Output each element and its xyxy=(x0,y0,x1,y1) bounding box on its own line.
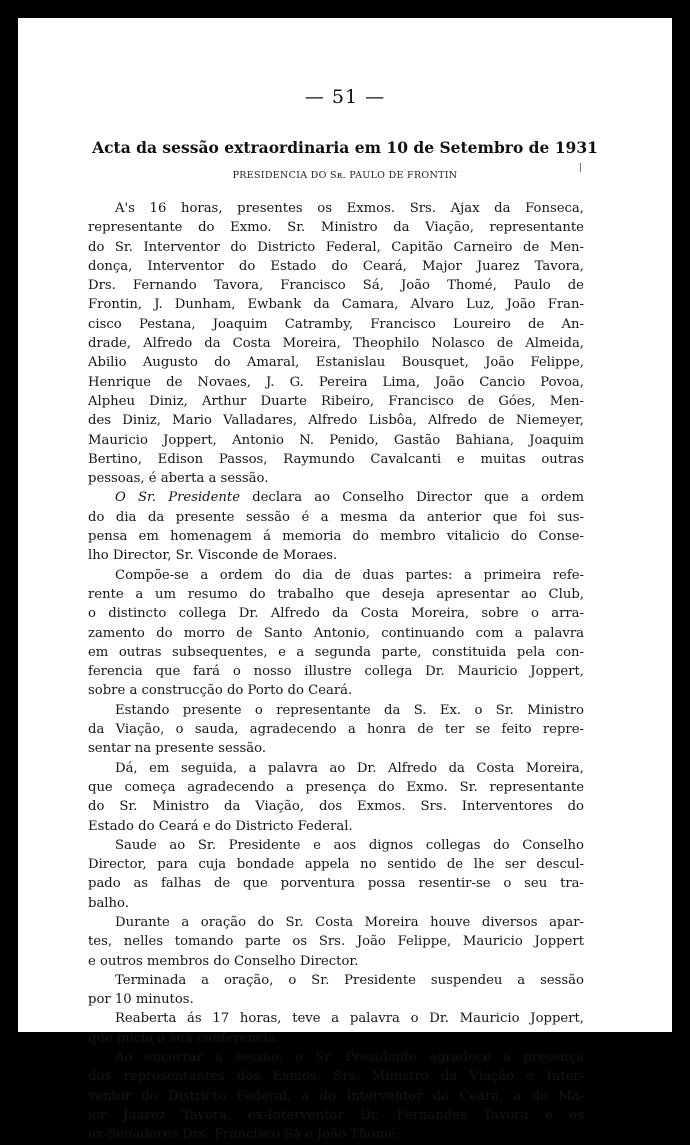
text-line: lho Director, Sr. Visconde de Moraes. xyxy=(88,548,338,564)
text-line: Drs. Fernando Tavora, Francisco Sá, João Thomé, Paulo de xyxy=(88,278,584,294)
text-line: rente a um resumo do trabalho que deseja apresentar ao Club, xyxy=(88,586,584,602)
text-line: Frontin, J. Dunham, Ewbank da Camara, Alvaro Luz, João Fran- xyxy=(88,297,584,313)
text-line: do Sr. Interventor do Districto Federal, Capitão Carneiro de Men- xyxy=(88,239,584,255)
text-line: Dá, em seguida, a palavra ao Dr. Alfredo da Costa Moreira, xyxy=(115,760,584,776)
text-line: o distincto collega Dr. Alfredo da Costa Moreira, sobre o arra- xyxy=(88,606,584,622)
text-line: do dia da presente sessão é a mesma da anterior que foi sus- xyxy=(88,509,584,525)
text-line: Alpheu Diniz, Arthur Duarte Ribeiro, Francisco de Góes, Men- xyxy=(88,393,584,409)
text-line: balho. xyxy=(88,895,129,911)
text-line: Reaberta ás 17 horas, teve a palavra o Dr. Mauricio Joppert, xyxy=(115,1011,584,1027)
text-line: pensa em homenagem á memoria do membro vitalicio do Conse- xyxy=(88,529,584,545)
text-line: do Sr. Ministro da Viação, dos Exmos. Srs. Interventores do xyxy=(88,799,584,815)
document-title: Acta da sessão extraordinaria em 10 de Setembro de 1931 xyxy=(92,138,598,157)
paragraph xyxy=(88,836,584,913)
text-line: Mauricio Joppert, Antonio N. Penido, Gastão Bahiana, Joaquim xyxy=(88,432,584,448)
text-line: Director, para cuja bondade appela no sentido de lhe ser descul- xyxy=(88,857,584,873)
document-body xyxy=(88,199,584,1145)
text-line: tes, nelles tomando parte os Srs. João Felippe, Mauricio Joppert xyxy=(88,934,584,950)
text-line: zamento do morro de Santo Antonio, continuando com a palavra xyxy=(88,625,584,641)
text-line: ferencia que fará o nosso illustre collega Dr. Mauricio Joppert, xyxy=(88,664,584,680)
text-line: Estando presente o representante da S. Ex. o Sr. Ministro xyxy=(115,702,584,718)
text-line: Terminada a oração, o Sr. Presidente suspendeu a sessão xyxy=(115,972,584,988)
paragraph xyxy=(88,759,584,836)
text-line: sobre a construcção do Porto do Ceará. xyxy=(88,683,353,699)
document-page xyxy=(18,18,672,1143)
text-line: Compõe-se a ordem do dia de duas partes: a primeira refe- xyxy=(115,567,584,583)
text-line: em outras subsequentes, e a segunda parte, constituida pela con- xyxy=(88,644,584,660)
italic-speaker: O Sr. Presidente xyxy=(115,490,241,506)
text-line: que começa agradecendo a presença do Exmo. Sr. representante xyxy=(88,779,584,795)
text-line: des Diniz, Mario Valladares, Alfredo Lisbôa, Alfredo de Niemeyer, xyxy=(88,413,584,429)
text-line: representante do Exmo. Sr. Ministro da Viação, representante xyxy=(88,220,584,236)
text-line: da Viação, o sauda, agradecendo a honra de ter se feito repre- xyxy=(88,722,584,738)
paragraph xyxy=(88,566,584,701)
paragraph xyxy=(88,199,584,488)
text-line: sentar na presente sessão. xyxy=(88,741,267,757)
text-line: A's 16 horas, presentes os Exmos. Srs. Ajax da Fonseca, xyxy=(115,201,584,216)
text-line: O Sr. Presidente declara ao Conselho Director que a ordem xyxy=(115,490,584,506)
text-line: pado as falhas de que porventura possa resentir-se o seu tra- xyxy=(88,876,584,892)
paragraph xyxy=(88,701,584,759)
paragraph xyxy=(88,1009,584,1048)
text-line: cisco Pestana, Joaquim Catramby, Francisco Loureiro de An- xyxy=(88,316,584,332)
text-line: donça, Interventor do Estado do Ceará, Major Juarez Tavora, xyxy=(88,258,584,274)
text-line: Durante a oração do Sr. Costa Moreira houve diversos apar- xyxy=(115,914,584,930)
text-line: drade, Alfredo da Costa Moreira, Theophilo Nolasco de Almeida, xyxy=(88,336,584,352)
text-line: Estado do Ceará e do Districto Federal. xyxy=(88,818,353,834)
paragraph xyxy=(88,1048,584,1144)
text-line: ventor do Districto Federal, a do Interventor do Ceará, a do Ma- xyxy=(88,1088,584,1104)
paragraph xyxy=(88,488,584,565)
text-line: que inicia a sua conferencia. xyxy=(88,1030,280,1046)
text-line: Henrique de Novaes, J. G. Pereira Lima, João Cancio Povoa, xyxy=(88,374,584,390)
text-line: e outros membros do Conselho Director. xyxy=(88,953,359,969)
paragraph xyxy=(88,913,584,971)
text-line: por 10 minutos. xyxy=(88,992,194,1008)
paragraph xyxy=(88,971,584,1010)
page-number: — 51 — xyxy=(304,86,386,108)
text-line: jor Juarez Tavora, ex-Interventor Dr. Fernandes Tavora e os xyxy=(88,1107,584,1123)
text-line: Abilio Augusto do Amaral, Estanislau Bousquet, João Felippe, xyxy=(88,355,584,371)
text-line: Bertino, Edison Passos, Raymundo Cavalcanti e muitas outras xyxy=(88,451,584,467)
text-line: ex-Senadores Drs. Francisco Sá e João Thomé. xyxy=(88,1127,400,1143)
text-line: Saude ao Sr. Presidente e aos dignos collegas do Conselho xyxy=(115,837,584,853)
presidency-subtitle: PRESIDENCIA DO Sʀ. PAULO DE FRONTIN xyxy=(232,170,458,181)
text-line: Ao encerrar a sessão, o Sr. Presidente agradece a presença xyxy=(115,1050,584,1066)
print-speck xyxy=(580,163,581,172)
text-line: pessoas, é aberta a sessão. xyxy=(88,471,269,487)
text-line: dos representantes dos Exmos. Srs. Ministro da Viação e Inter- xyxy=(88,1069,584,1085)
